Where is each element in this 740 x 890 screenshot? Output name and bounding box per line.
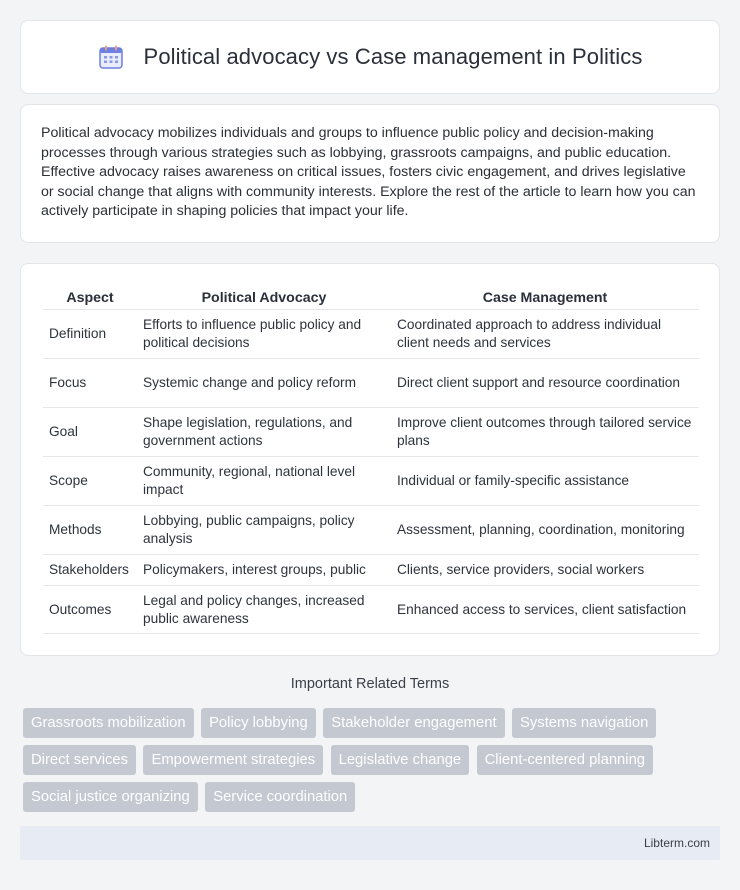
header-case-management: Case Management bbox=[482, 290, 608, 306]
table-row bbox=[43, 554, 699, 585]
table-cell: Legal and policy changes, increased public awareness bbox=[137, 585, 391, 634]
table-row bbox=[43, 505, 699, 554]
tag-policy-lobbying[interactable]: Policy lobbying bbox=[201, 708, 316, 738]
header-political-advocacy: Political Advocacy bbox=[201, 290, 327, 306]
table-cell: Assessment, planning, coordination, monitoring bbox=[391, 505, 699, 554]
table-cell: Community, regional, national level impact bbox=[137, 456, 391, 505]
intro-paragraph: Political advocacy mobilizes individuals and groups to influence public policy and decision-making processes through various strategies such as lobbying, grassroots campaigns, and public education. Effective advocacy raises awareness on critical issues, fosters civic engagement, and drives legislative or social change that aligns with community interests. Explore the rest of the article to learn how you can actively participate in shaping policies that impact your life. bbox=[41, 125, 696, 220]
tag-service-coordination[interactable]: Service coordination bbox=[205, 782, 355, 812]
table-cell: Stakeholders bbox=[43, 554, 137, 585]
footer bbox=[20, 826, 720, 860]
table-row bbox=[43, 585, 699, 634]
related-terms-title: Important Related Terms bbox=[290, 676, 450, 692]
table-row bbox=[43, 456, 699, 505]
comparison-table bbox=[43, 285, 699, 634]
table-cell: Clients, service providers, social workers bbox=[391, 554, 699, 585]
tag-grassroots-mobilization[interactable]: Grassroots mobilization bbox=[23, 708, 194, 738]
table-cell: Methods bbox=[43, 505, 137, 554]
table-cell: Improve client outcomes through tailored service plans bbox=[391, 407, 699, 456]
related-terms-tags bbox=[23, 708, 723, 819]
table-row bbox=[43, 358, 699, 407]
tag-social-justice-organizing[interactable]: Social justice organizing bbox=[23, 782, 198, 812]
table-cell: Policymakers, interest groups, public bbox=[137, 554, 391, 585]
page-title: Political advocacy vs Case management in Politics bbox=[143, 44, 643, 69]
table-cell: Focus bbox=[43, 358, 137, 407]
tag-direct-services[interactable]: Direct services bbox=[23, 745, 136, 775]
table-cell: Enhanced access to services, client satisfaction bbox=[391, 585, 699, 634]
table-cell: Efforts to influence public policy and political decisions bbox=[137, 309, 391, 358]
table-cell: Shape legislation, regulations, and government actions bbox=[137, 407, 391, 456]
comparison-table-card bbox=[20, 263, 720, 656]
table-cell: Individual or family-specific assistance bbox=[391, 456, 699, 505]
table-cell: Systemic change and policy reform bbox=[137, 358, 391, 407]
table-cell: Direct client support and resource coordination bbox=[391, 358, 699, 407]
table-cell: Coordinated approach to address individual client needs and services bbox=[391, 309, 699, 358]
tag-stakeholder-engagement[interactable]: Stakeholder engagement bbox=[323, 708, 504, 738]
table-cell: Lobbying, public campaigns, policy analysis bbox=[137, 505, 391, 554]
table-row bbox=[43, 309, 699, 358]
tag-client-centered-planning[interactable]: Client-centered planning bbox=[477, 745, 653, 775]
table-cell: Outcomes bbox=[43, 585, 137, 634]
intro-card bbox=[20, 104, 720, 243]
table-cell: Scope bbox=[43, 456, 137, 505]
title-card bbox=[20, 20, 720, 94]
table-row bbox=[43, 407, 699, 456]
header-aspect: Aspect bbox=[66, 290, 114, 306]
table-cell: Goal bbox=[43, 407, 137, 456]
calendar-icon bbox=[98, 44, 124, 70]
tag-legislative-change[interactable]: Legislative change bbox=[331, 745, 470, 775]
footer-brand[interactable]: Libterm.com bbox=[643, 836, 710, 850]
table-header-row bbox=[43, 285, 699, 309]
table-cell: Definition bbox=[43, 309, 137, 358]
tag-systems-navigation[interactable]: Systems navigation bbox=[512, 708, 656, 738]
tag-empowerment-strategies[interactable]: Empowerment strategies bbox=[143, 745, 323, 775]
